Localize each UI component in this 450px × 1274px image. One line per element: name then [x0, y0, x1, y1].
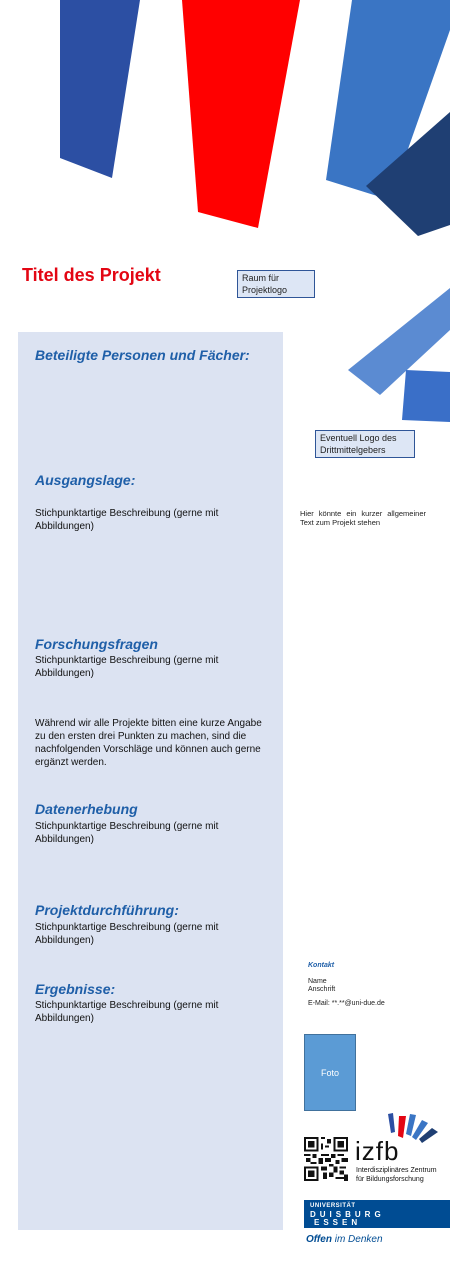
- section-heading-projektdurchfuehrung: Projektdurchführung:: [35, 902, 179, 918]
- izfb-wordmark: izfb: [355, 1136, 400, 1166]
- section-text-ergebnisse: Stichpunktartige Beschreibung (gerne mit Abbildungen): [35, 1000, 219, 1024]
- contact-heading: Kontakt: [308, 962, 335, 969]
- section-heading-forschungsfragen: Forschungsfragen: [35, 636, 158, 652]
- section-heading-persons: Beteiligte Personen und Fächer:: [35, 347, 250, 363]
- ude-line2: [310, 1211, 385, 1227]
- izfb-fullname: [356, 1166, 437, 1184]
- stripe-blue-lower: [402, 370, 450, 422]
- stripe-dark-blue-left: [60, 0, 140, 178]
- slogan-rest: im Denken: [331, 1234, 383, 1245]
- content-panel: [18, 332, 283, 1230]
- ude-logo[interactable]: [304, 1200, 450, 1228]
- contact-email[interactable]: E-Mail: **.**@uni-due.de: [308, 1000, 385, 1007]
- section-heading-ausgangslage: Ausgangslage:: [35, 472, 136, 488]
- ude-duisburg: DUISBURG: [310, 1210, 385, 1219]
- izfb-line1: Interdisziplinäres Zentrum: [356, 1167, 437, 1174]
- section-heading-datenerhebung: Datenerhebung: [35, 801, 138, 817]
- izfb-line2: für Bildungsforschung: [356, 1176, 424, 1183]
- funder-logo-placeholder: Eventuell Logo des Drittmittelgebers: [315, 430, 415, 458]
- section-text-forschungsfragen: Stichpunktartige Beschreibung (gerne mit Abbildungen): [35, 655, 219, 679]
- contact-name: Name: [308, 978, 327, 985]
- photo-placeholder: Foto: [304, 1034, 356, 1111]
- section-text-projektdurchfuehrung: Stichpunktartige Beschreibung (gerne mit Abbildungen): [35, 922, 219, 946]
- section-heading-ergebnisse: Ergebnisse:: [35, 981, 116, 997]
- section-text-ausgangslage: Stichpunktartige Beschreibung (gerne mit Abbildungen): [35, 508, 219, 532]
- ude-slogan: [306, 1234, 383, 1245]
- contact-address: Anschrift: [308, 986, 336, 993]
- qr-code-icon[interactable]: [304, 1137, 348, 1181]
- project-title: Titel des Projekt: [22, 265, 161, 285]
- general-project-text: Hier könnte ein kurzer allgemeiner Text zum Projekt stehen: [300, 509, 426, 527]
- section-text-datenerhebung: Stichpunktartige Beschreibung (gerne mit Abbildungen): [35, 821, 219, 845]
- ude-line1: UNIVERSITÄT: [310, 1203, 356, 1209]
- project-logo-placeholder: Raum für Projektlogo: [237, 270, 315, 298]
- section-note-forschungsfragen: Während wir alle Projekte bitten eine kurze Angabe zu den ersten drei Punkten zu machen, sind die nachfolgenden Vorschläge und können auch gerne ergänzt werden.: [35, 718, 262, 768]
- stripe-red: [182, 0, 300, 228]
- slogan-bold: Offen: [306, 1234, 332, 1245]
- ude-essen: ESSEN: [314, 1218, 362, 1227]
